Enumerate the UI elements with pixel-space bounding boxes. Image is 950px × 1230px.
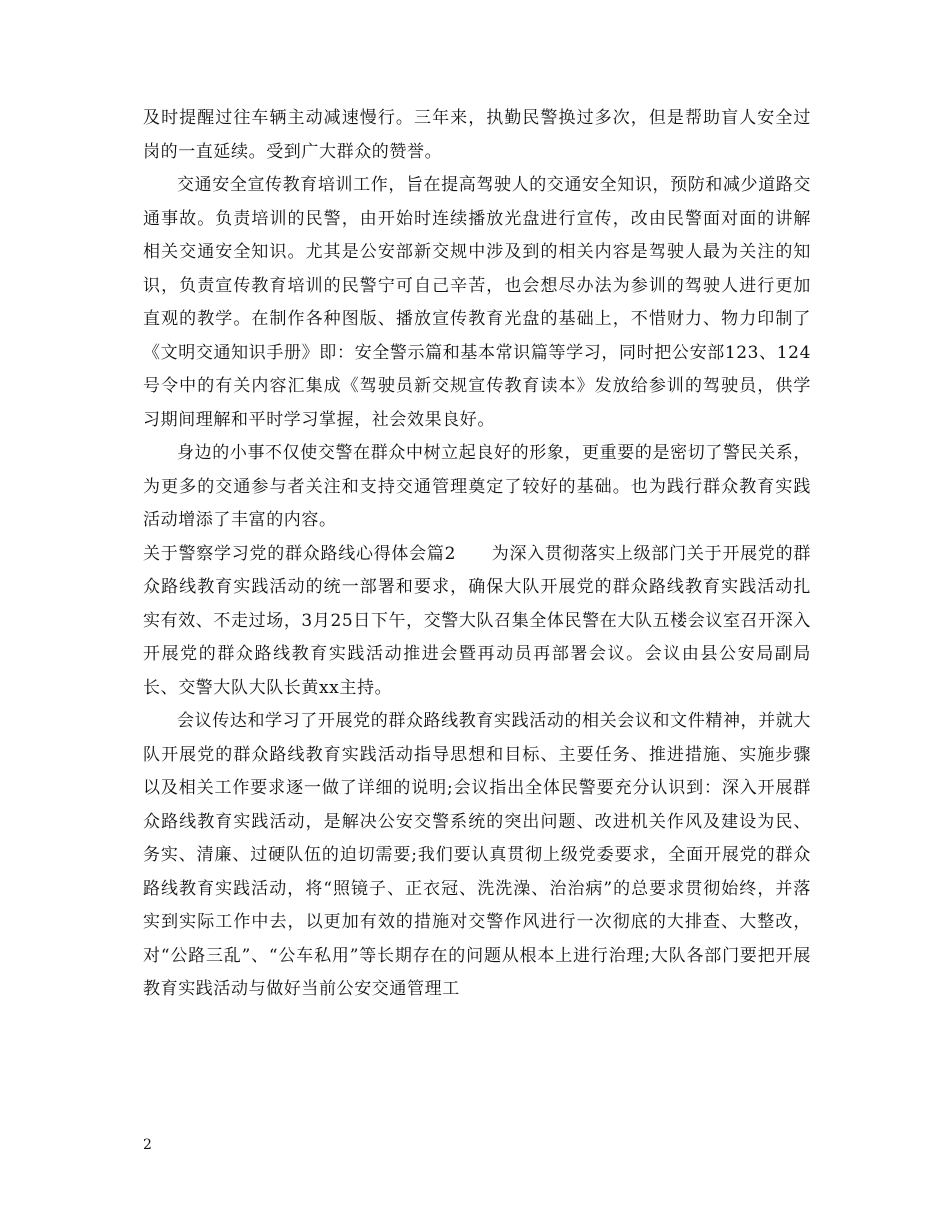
paragraph-2: 交通安全宣传教育培训工作，旨在提高驾驶人的交通安全知识，预防和减少道路交通事故。负责培训的民警，由开始时连续播放光盘进行宣传，改由民警面对面的讲解相关交通安全知识。尤其是公安部新交规中涉及到的相关内容是驾驶人最为关注的知识，负责宣传教育培训的民警宁可自己辛苦，也会想尽办法为参训的驾驶人进行更加直观的教学。在制作各种图版、播放宣传教育光盘的基础上，不惜财力、物力印制了《文明交通知识手册》即：安全警示篇和基本常识篇等学习，同时把公安部123、124号令中的有关内容汇集成《驾驶员新交规宣传教育读本》发放给参训的驾驶员，供学习期间理解和平时学习掌握，社会效果良好。: [143, 175, 811, 430]
paragraph-5: 会议传达和学习了开展党的群众路线教育实践活动的相关会议和文件精神，并就大队开展党的群众路线教育实践活动指导思想和目标、主要任务、推进措施、实施步骤以及相关工作要求逐一做了详细的说明;会议指出全体民警要充分认识到：深入开展群众路线教育实践活动，是解决公安交警系统的突出问题、改进机关作风及建设为民、务实、清廉、过硬队伍的迫切需要;我们要认真贯彻上级党委要求，全面开展党的群众路线教育实践活动，将“照镜子、正衣冠、洗洗澡、治治病”的总要求贯彻始终，并落实到实际工作中去，以更加有效的措施对交警作风进行一次彻底的大排查、大整改，对“公路三乱”、“公车私用”等长期存在的问题从根本上进行治理;大队各部门要把开展教育实践活动与做好当前公安交通管理工: [143, 711, 811, 999]
paragraph-1: 及时提醒过往车辆主动减速慢行。三年来，执勤民警换过多次，但是帮助盲人安全过岗的一直延续。受到广大群众的赞誉。: [143, 108, 811, 162]
page-number: 2: [143, 1137, 152, 1153]
section-heading-paragraph: 关于警察学习党的群众路线心得体会篇2 为深入贯彻落实上级部门关于开展党的群众路线教育实践活动的统一部署和要求，确保大队开展党的群众路线教育实践活动扎实有效、不走过场，3月25日下午，交警大队召集全体民警在大队五楼会议室召开深入开展党的群众路线教育实践活动推进会暨再动员再部署会议。会议由县公安局副局长、交警大队大队长黄xx主持。: [143, 543, 811, 698]
paragraph-3: 身边的小事不仅使交警在群众中树立起良好的形象，更重要的是密切了警民关系，为更多的交通参与者关注和支持交通管理奠定了较好的基础。也为践行群众教育实践活动增添了丰富的内容。: [143, 443, 811, 530]
body-text: [143, 102, 811, 1007]
